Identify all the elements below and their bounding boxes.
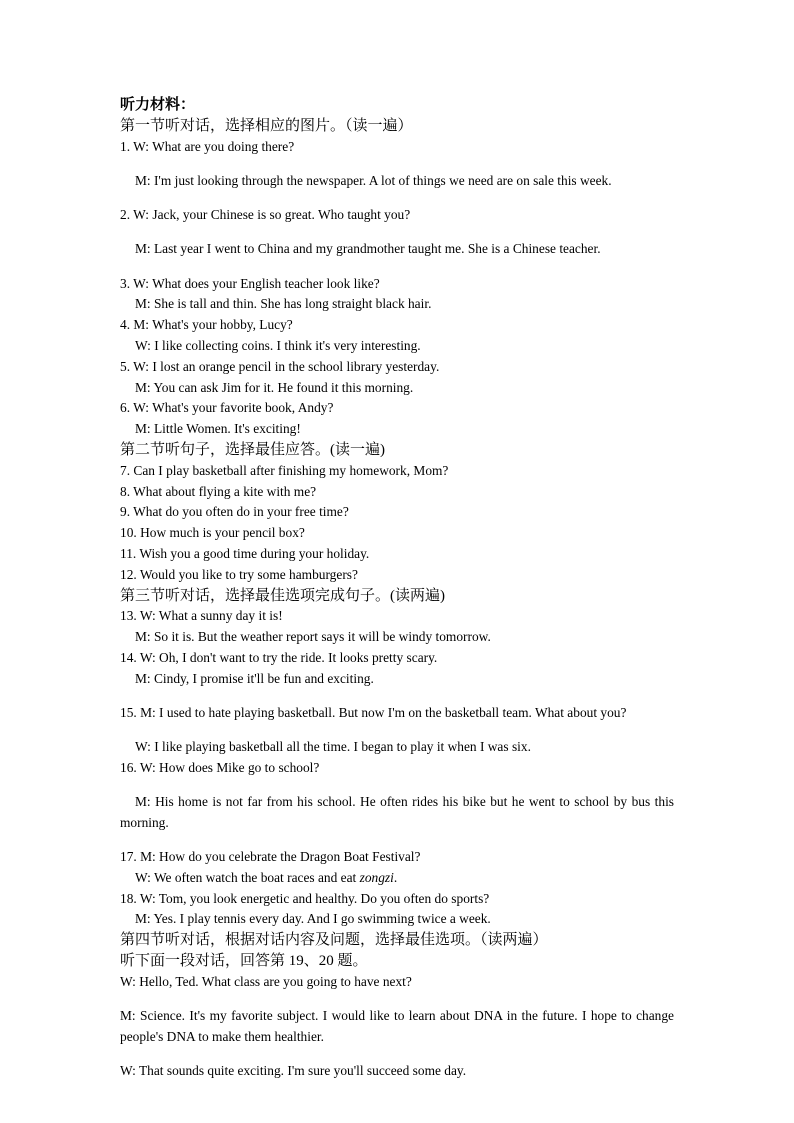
section-2-heading: 第二节听句子，选择最佳应答。(读一遍) (120, 441, 385, 458)
q17-answer-text: W: We often watch the boat races and eat (135, 869, 360, 885)
q15-line: 15. M: I used to hate playing basketball. But now I'm on the basketball team. What about you? (120, 704, 627, 720)
q1-answer: M: I'm just looking through the newspaper. A lot of things we need are on sale this week. (135, 172, 612, 188)
section-3-heading: 第三节听对话，选择最佳选项完成句子。(读两遍) (120, 587, 445, 604)
q4-line: 4. M: What's your hobby, Lucy? (120, 317, 293, 333)
section-4-heading: 第四节听对话，根据对话内容及问题，选择最佳选项。（读两遍） (120, 932, 548, 949)
q4-answer: W: I like collecting coins. I think it's very interesting. (135, 337, 421, 353)
section-1-heading: 第一节听对话，选择相应的图片。（读一遍） (120, 118, 413, 134)
q16-answer: M: His home is not far from his school. He often rides his bike but he went to school by bus this morning. (120, 794, 674, 830)
q3-answer: M: She is tall and thin. She has long straight black hair. (135, 296, 432, 312)
q5-answer: M: You can ask Jim for it. He found it this morning. (135, 379, 414, 395)
q6-answer: M: Little Women. It's exciting! (135, 421, 301, 437)
q6-line: 6. W: What's your favorite book, Andy? (120, 400, 334, 416)
q14-answer: M: Cindy, I promise it'll be fun and exciting. (135, 670, 374, 686)
q17-answer-zongzi: zongzi (359, 869, 394, 885)
dialogue-line-2: M: Science. It's my favorite subject. I would like to learn about DNA in the future. I hope to change people's DNA to make them healthier. (120, 1008, 674, 1044)
q11-line: 11. Wish you a good time during your holiday. (120, 545, 370, 561)
q15-answer: W: I like playing basketball all the time. I began to play it when I was six. (135, 739, 531, 755)
q2-answer: M: Last year I went to China and my grandmother taught me. She is a Chinese teacher. (135, 241, 601, 257)
q8-line: 8. What about flying a kite with me? (120, 483, 317, 499)
page-title: 听力材料： (120, 97, 196, 113)
q17-line: 17. M: How do you celebrate the Dragon Boat Festival? (120, 849, 421, 865)
listening-material (120, 94, 674, 1082)
dialogue-line-1: W: Hello, Ted. What class are you going to have next? (120, 973, 412, 989)
q2-line: 2. W: Jack, your Chinese is so great. Who taught you? (120, 207, 411, 223)
dialogue-line-3: W: That sounds quite exciting. I'm sure you'll succeed some day. (120, 1062, 467, 1078)
q9-line: 9. What do you often do in your free time? (120, 504, 349, 520)
q13-answer: M: So it is. But the weather report says it will be windy tomorrow. (135, 629, 491, 645)
q12-line: 12. Would you like to try some hamburgers? (120, 566, 358, 582)
q16-line: 16. W: How does Mike go to school? (120, 759, 320, 775)
q10-line: 10. How much is your pencil box? (120, 525, 305, 541)
q5-line: 5. W: I lost an orange pencil in the school library yesterday. (120, 358, 440, 374)
q1-line: 1. W: What are you doing there? (120, 138, 295, 154)
section-4-subheading: 听下面一段对话，回答第 19、20 题。 (120, 953, 368, 970)
q14-line: 14. W: Oh, I don't want to try the ride. It looks pretty scary. (120, 649, 438, 665)
q13-line: 13. W: What a sunny day it is! (120, 608, 283, 624)
q3-line: 3. W: What does your English teacher look like? (120, 275, 380, 291)
q18-answer: M: Yes. I play tennis every day. And I go swimming twice a week. (135, 911, 491, 927)
q17-answer (120, 868, 674, 889)
q7-line: 7. Can I play basketball after finishing my homework, Mom? (120, 462, 449, 478)
q17-answer-end: . (393, 869, 398, 885)
q18-line: 18. W: Tom, you look energetic and healthy. Do you often do sports? (120, 890, 490, 906)
